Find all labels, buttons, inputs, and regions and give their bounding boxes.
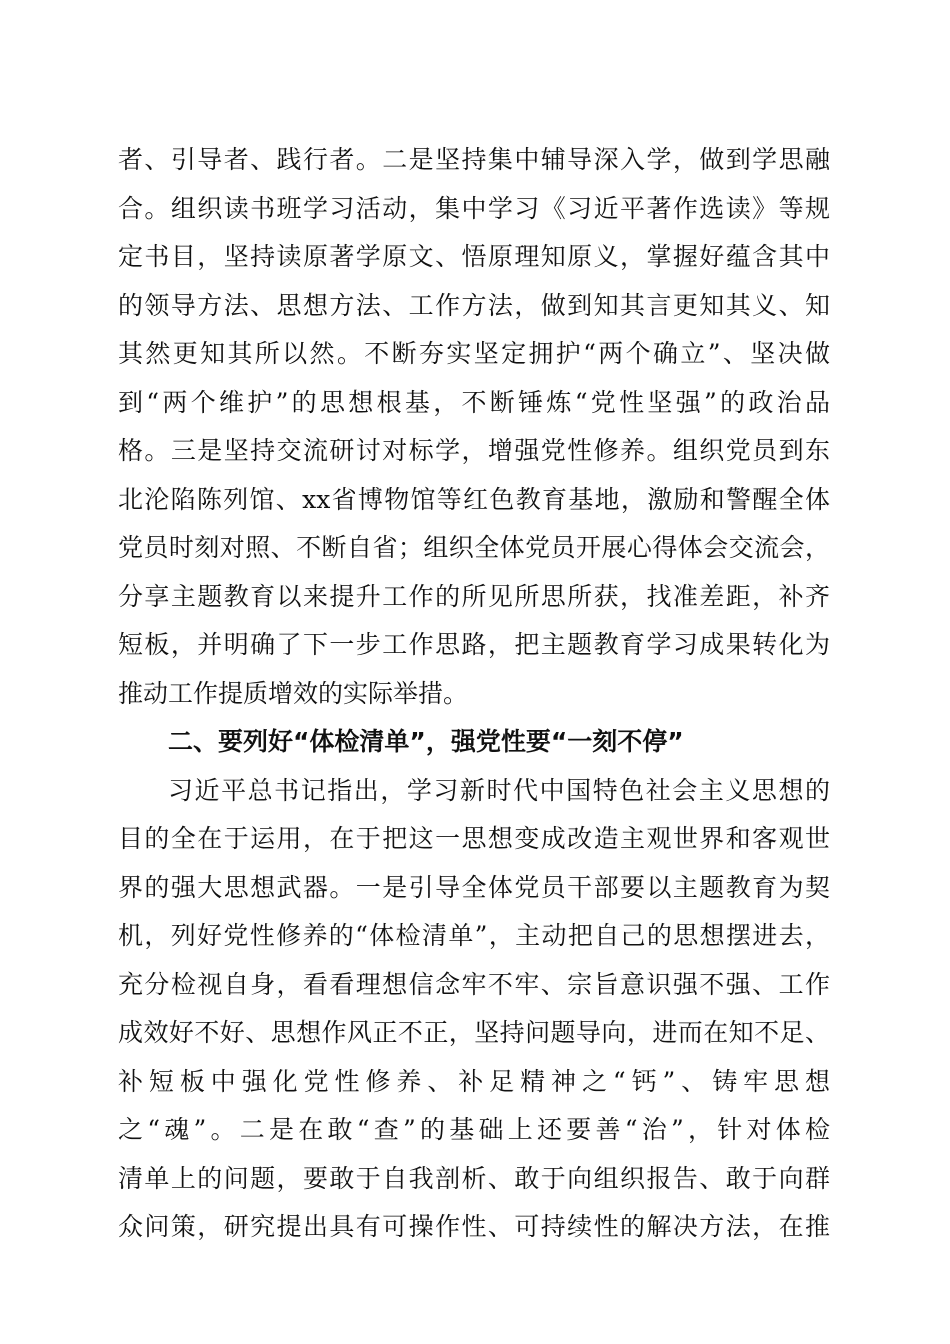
text-line: 分享主题教育以来提升工作的所见所思所获，找准差距，补齐 [118, 581, 830, 611]
text-line: 习近平总书记指出，学习新时代中国特色社会主义思想的 [168, 775, 830, 805]
text-line: 众问策，研究提出具有可操作性、可持续性的解决方法，在推 [118, 1212, 830, 1241]
text-line: 者、引导者、践行者。二是坚持集中辅导深入学，做到学思融 [118, 145, 830, 174]
text-line: 定书目，坚持读原著学原文、悟原理知原义，掌握好蕴含其中 [118, 242, 830, 271]
text-line: 短板，并明确了下一步工作思路，把主题教育学习成果转化为 [118, 630, 830, 659]
text-line: 充分检视自身，看看理想信念牢不牢、宗旨意识强不强、工作 [118, 969, 830, 999]
text-line: 的领导方法、思想方法、工作方法，做到知其言更知其义、知 [118, 290, 830, 320]
text-line: 合。组织读书班学习活动，集中学习《习近平著作选读》等规 [118, 193, 830, 223]
text-line: 格。三是坚持交流研讨对标学，增强党性修养。组织党员到东 [118, 436, 830, 465]
text-line: 补短板中强化党性修养、补足精神之“钙”、铸牢思想 [118, 1066, 830, 1096]
text-line: 之“魂”。二是在敢“查”的基础上还要善“治”，针对体检 [118, 1115, 830, 1144]
text-line: 推动工作提质增效的实际举措。 [118, 678, 469, 708]
text-line: 党员时刻对照、不断自省；组织全体党员开展心得体会交流会， [118, 533, 830, 562]
paragraph-2 [118, 767, 830, 1252]
section-heading: 二、要列好“体检清单”，强党性要“一刻不停” [168, 727, 684, 756]
paragraph-1 [118, 136, 830, 718]
text-line: 成效好不好、思想作风正不正，坚持问题导向，进而在知不足、 [118, 1018, 830, 1047]
text-line: 机，列好党性修养的“体检清单”，主动把自己的思想摆进去， [118, 921, 830, 950]
text-line: 北沦陷陈列馆、xx省博物馆等红色教育基地，激励和警醒全体 [118, 484, 830, 514]
document-body [118, 136, 830, 1252]
text-line: 界的强大思想武器。一是引导全体党员干部要以主题教育为契 [118, 872, 830, 902]
text-line: 清单上的问题，要敢于自我剖析、敢于向组织报告、敢于向群 [118, 1163, 830, 1193]
text-line: 目的全在于运用，在于把这一思想变成改造主观世界和客观世 [118, 824, 830, 853]
text-line: 到“两个维护”的思想根基，不断锤炼“党性坚强”的政治品 [118, 387, 830, 417]
text-line: 其然更知其所以然。不断夯实坚定拥护“两个确立”、坚决做 [118, 339, 830, 368]
